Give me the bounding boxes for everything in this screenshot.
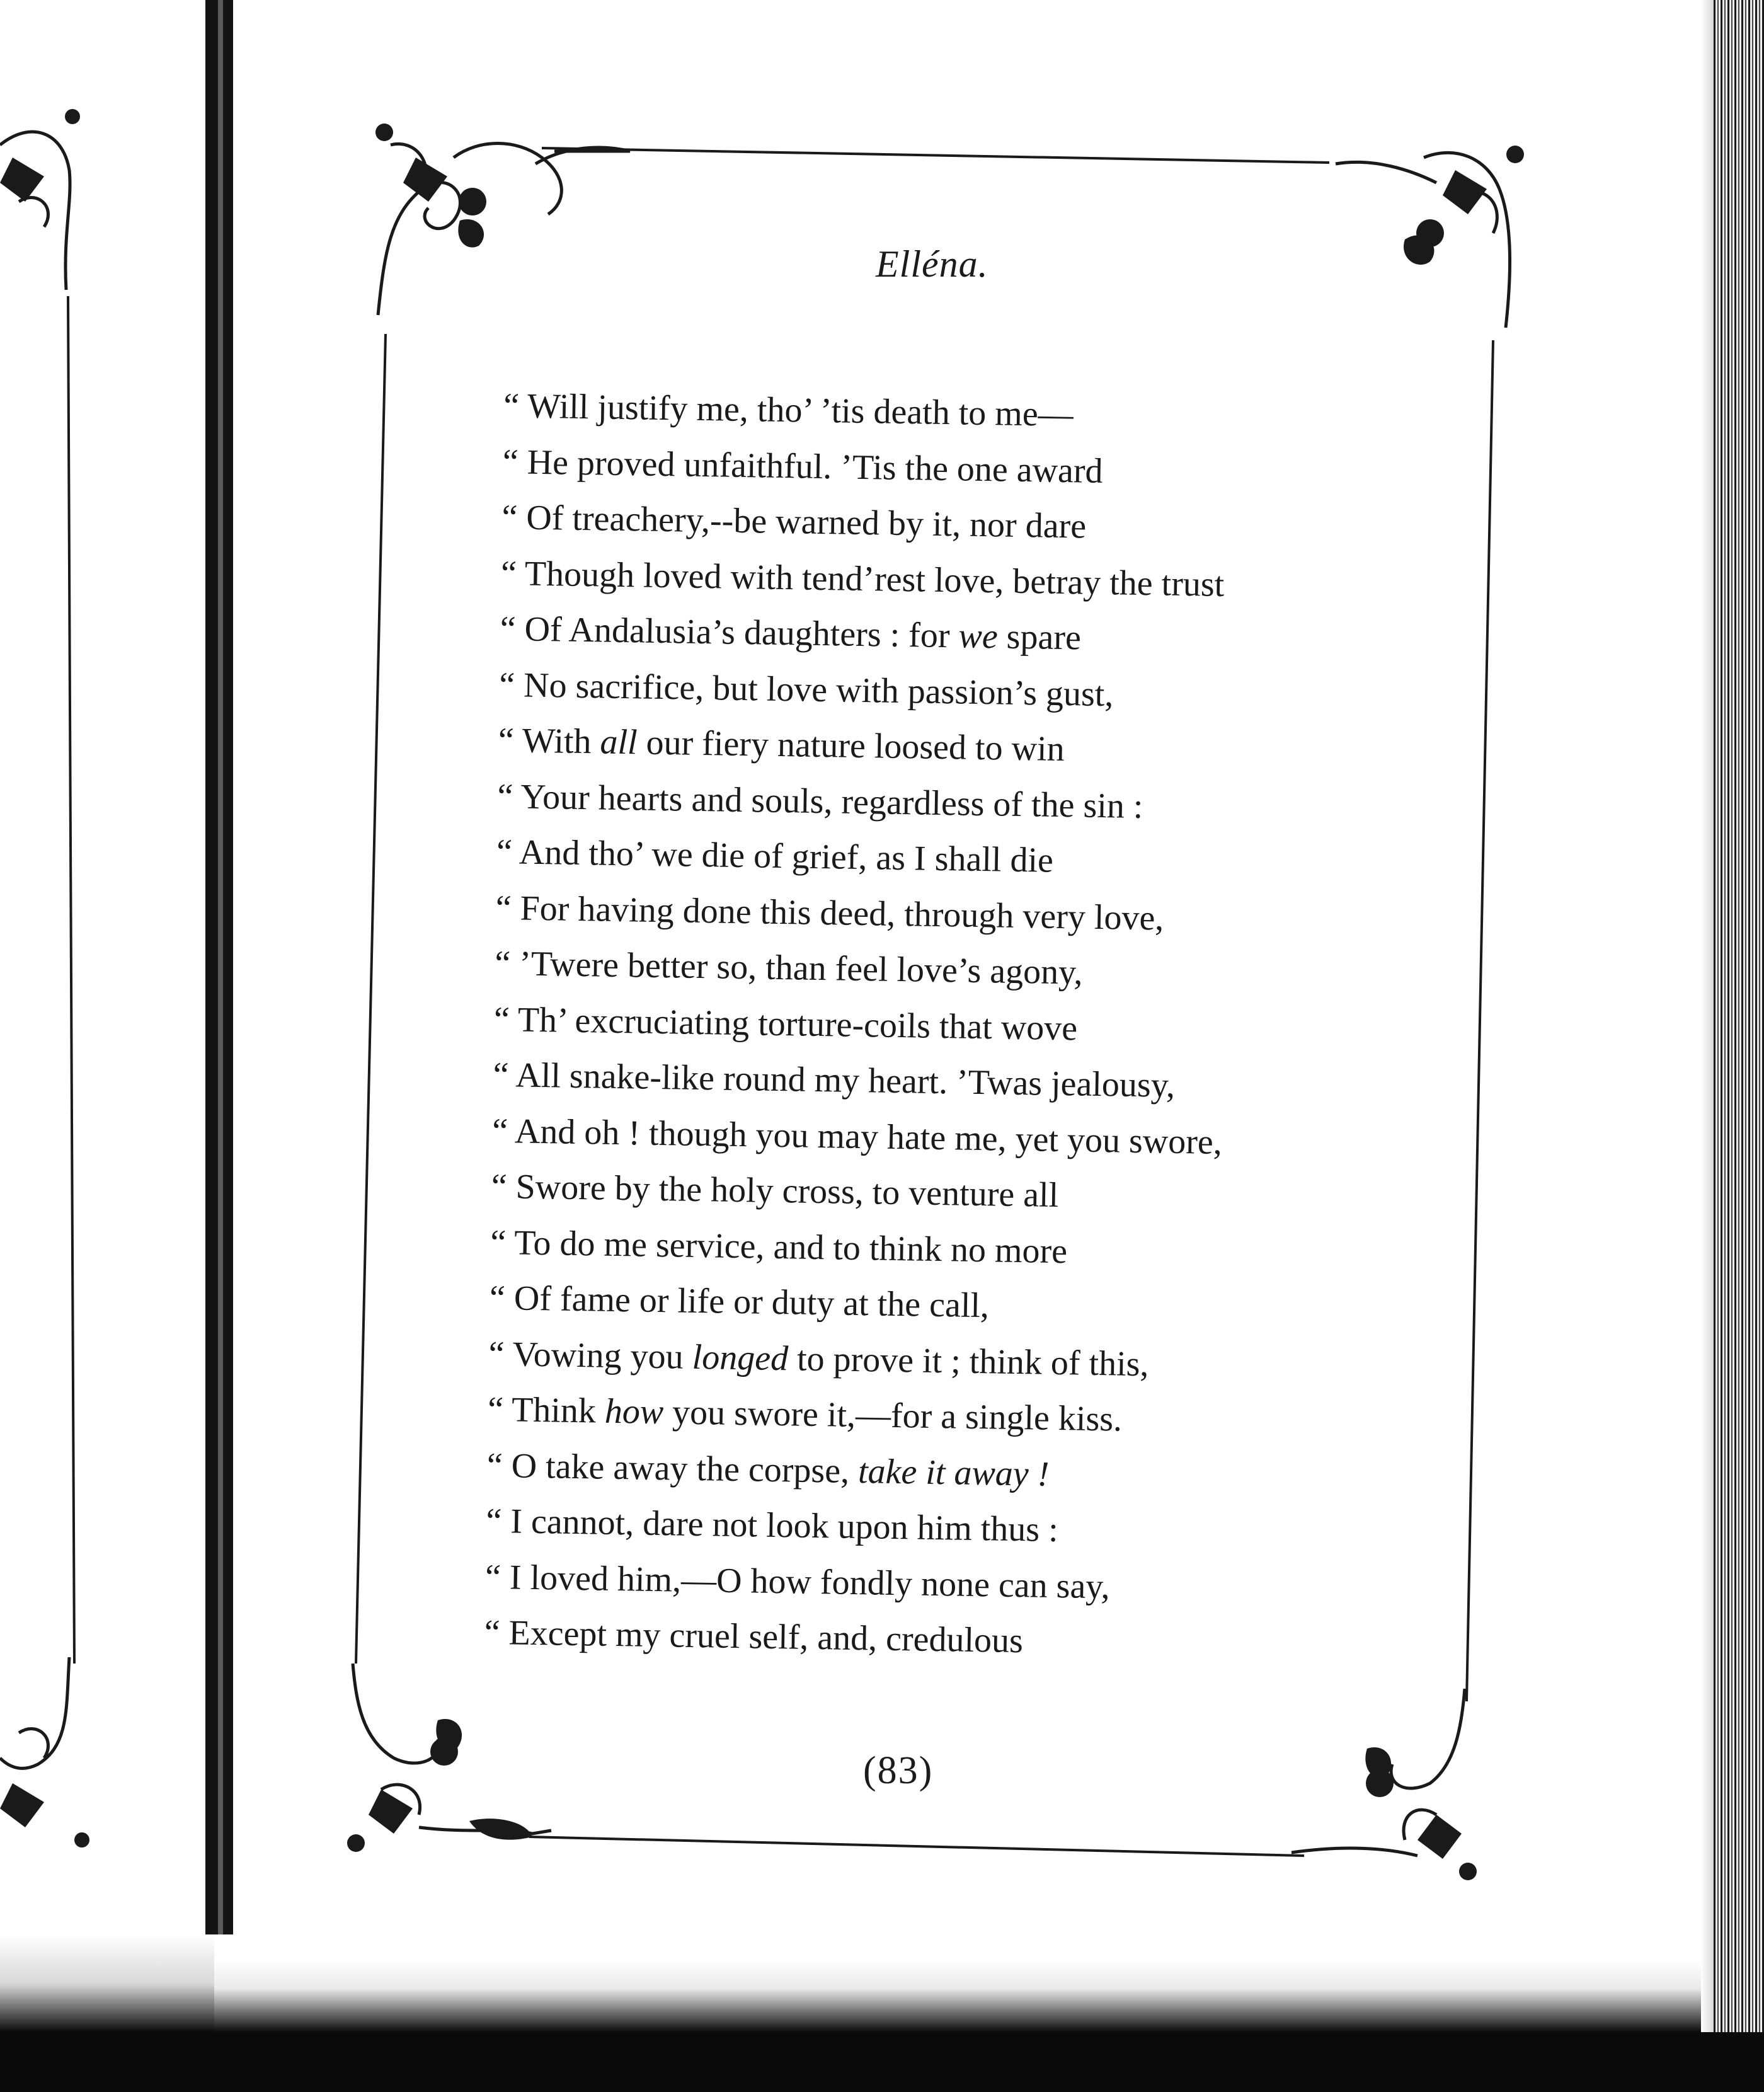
corner-ornament-bottom-right bbox=[1292, 1689, 1477, 1880]
facing-frame-line bbox=[68, 296, 74, 1664]
poem-line: “ ’Twere better so, than feel love’s agony, bbox=[494, 943, 1083, 992]
poem-line: “ Vowing you longed to prove it ; think of this, bbox=[488, 1334, 1149, 1384]
facing-corner-ornament-top bbox=[0, 109, 80, 290]
poem-line: “ To do me service, and to think no more bbox=[490, 1222, 1068, 1271]
poem-line: “ He proved unfaithful. ’Tis the one award bbox=[502, 442, 1104, 491]
facing-corner-ornament-bottom bbox=[0, 1657, 89, 1848]
poem-line: “ O take away the corpse, take it away ! bbox=[486, 1445, 1050, 1494]
frame-left-line bbox=[356, 334, 386, 1664]
poem-line: “ No sacrifice, but love with passion’s gust, bbox=[498, 665, 1114, 714]
emphasis: take it away ! bbox=[857, 1451, 1050, 1494]
emphasis: longed bbox=[692, 1337, 789, 1378]
poem-line: “ Of treachery,--be warned by it, nor dare bbox=[501, 497, 1087, 546]
poem-line: “ Though loved with tend’rest love, betray the trust bbox=[500, 553, 1225, 604]
poem-line: “ With all our fiery nature loosed to win bbox=[498, 720, 1065, 769]
frame-right-line bbox=[1467, 340, 1493, 1701]
frame-top-line bbox=[542, 148, 1329, 163]
emphasis: all bbox=[600, 722, 638, 762]
poem-line: “ All snake-like round my heart. ’Twas jealousy, bbox=[493, 1055, 1176, 1105]
poem-line: “ Of fame or life or duty at the call, bbox=[489, 1278, 990, 1326]
poem-line: “ Think how you swore it,—for a single kiss. bbox=[487, 1389, 1123, 1439]
page-number: (83) bbox=[863, 1749, 934, 1792]
emphasis: how bbox=[604, 1391, 664, 1432]
poem-line: “ Except my cruel self, and, credulous bbox=[484, 1612, 1024, 1661]
poem-line: “ And oh ! though you may hate me, yet you swore, bbox=[491, 1111, 1223, 1162]
running-title: Elléna. bbox=[876, 243, 988, 285]
poem-line: “ Will justify me, tho’ ’tis death to me— bbox=[503, 386, 1074, 435]
corner-ornament-top-right bbox=[1336, 146, 1524, 328]
poem-line: “ And tho’ we die of grief, as I shall die bbox=[496, 832, 1054, 880]
poem-line: “ I loved him,—O how fondly none can say, bbox=[484, 1557, 1111, 1606]
poem-line: “ I cannot, dare not look upon him thus : bbox=[486, 1501, 1059, 1550]
corner-ornament-bottom-left bbox=[347, 1664, 551, 1852]
corner-ornament-top-left bbox=[375, 124, 630, 315]
frame-bottom-line bbox=[529, 1837, 1304, 1856]
poem-line: “ Swore by the holy cross, to venture all bbox=[491, 1166, 1059, 1215]
poem-line: “ Th’ excruciating torture-coils that wove bbox=[493, 999, 1078, 1048]
emphasis: we bbox=[958, 616, 999, 657]
poem-line: “ Your hearts and souls, regardless of the sin : bbox=[497, 776, 1143, 826]
poem-text bbox=[484, 378, 1468, 1675]
poem-line: “ For having done this deed, through very love, bbox=[495, 888, 1164, 938]
poem-line: “ Of Andalusia’s daughters : for we spare bbox=[500, 609, 1082, 658]
